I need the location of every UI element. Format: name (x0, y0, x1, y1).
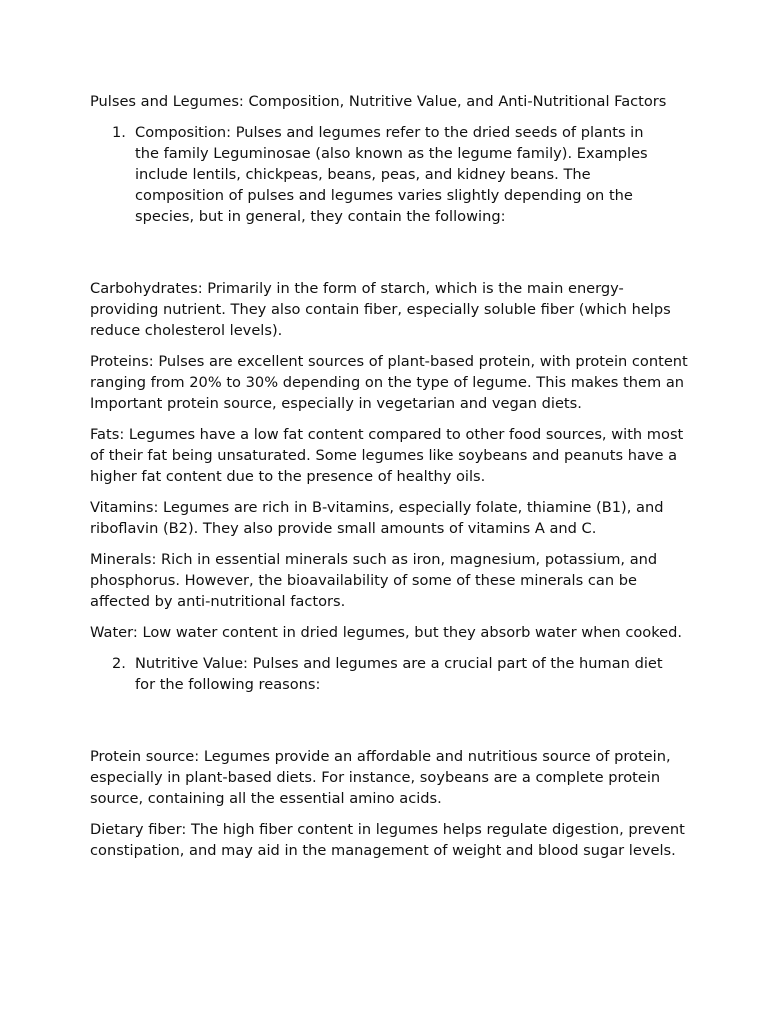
paragraph-dietary-fiber: Dietary fiber: The high fiber content in legumes helps regulate digestion, prevent constipation, and may aid in the management of weight and blood sugar levels. (90, 821, 685, 859)
paragraph-minerals: Minerals: Rich in essential minerals such as iron, magnesium, potassium, and phosphorus. However, the bioavailability of some of these minerals can be affected by anti-nutritional factors. (90, 551, 658, 610)
spacer (90, 695, 690, 746)
document-title: Pulses and Legumes: Composition, Nutritive Value, and Anti-Nutritional Factors (90, 93, 667, 110)
spacer (90, 227, 690, 278)
paragraph-protein-source: Protein source: Legumes provide an affordable and nutritious source of protein, especially in plant-based diets. For instance, soybeans are a complete protein source, containing all the essential amino acids. (90, 748, 671, 807)
list-number: 1. (112, 124, 126, 141)
list-number: 2. (112, 655, 126, 672)
paragraph-fats: Fats: Legumes have a low fat content compared to other food sources, with most of their fat being unsaturated. Some legumes like soybeans and peanuts have a higher fat content due to the presence of healthy oils. (90, 426, 684, 485)
document-page (90, 91, 690, 871)
numbered-item-text: Composition: Pulses and legumes refer to the dried seeds of plants in the family Leguminosae (also known as the legume family). Examples include lentils, chickpeas, beans, peas, and kidney beans. The composition of pulses and legumes varies slightly depending on the species, but in general, they contain the following: (135, 124, 648, 225)
paragraph-vitamins: Vitamins: Legumes are rich in B-vitamins, especially folate, thiamine (B1), and riboflavin (B2). They also provide small amounts of vitamins A and C. (90, 499, 664, 537)
numbered-item-composition (90, 122, 665, 227)
numbered-item-nutritive-value (90, 653, 665, 695)
paragraph-proteins: Proteins: Pulses are excellent sources of plant-based protein, with protein content ranging from 20% to 30% depending on the type of legume. This makes them an Important protein source, especially in vegetarian and vegan diets. (90, 353, 688, 412)
numbered-item-text: Nutritive Value: Pulses and legumes are a crucial part of the human diet for the following reasons: (135, 655, 663, 693)
section-composition (90, 122, 690, 643)
paragraph-water: Water: Low water content in dried legumes, but they absorb water when cooked. (90, 624, 683, 641)
section-nutritive-value (90, 653, 690, 861)
paragraph-carbohydrates: Carbohydrates: Primarily in the form of starch, which is the main energy-providing nutrient. They also contain fiber, especially soluble fiber (which helps reduce cholesterol levels). (90, 280, 671, 339)
